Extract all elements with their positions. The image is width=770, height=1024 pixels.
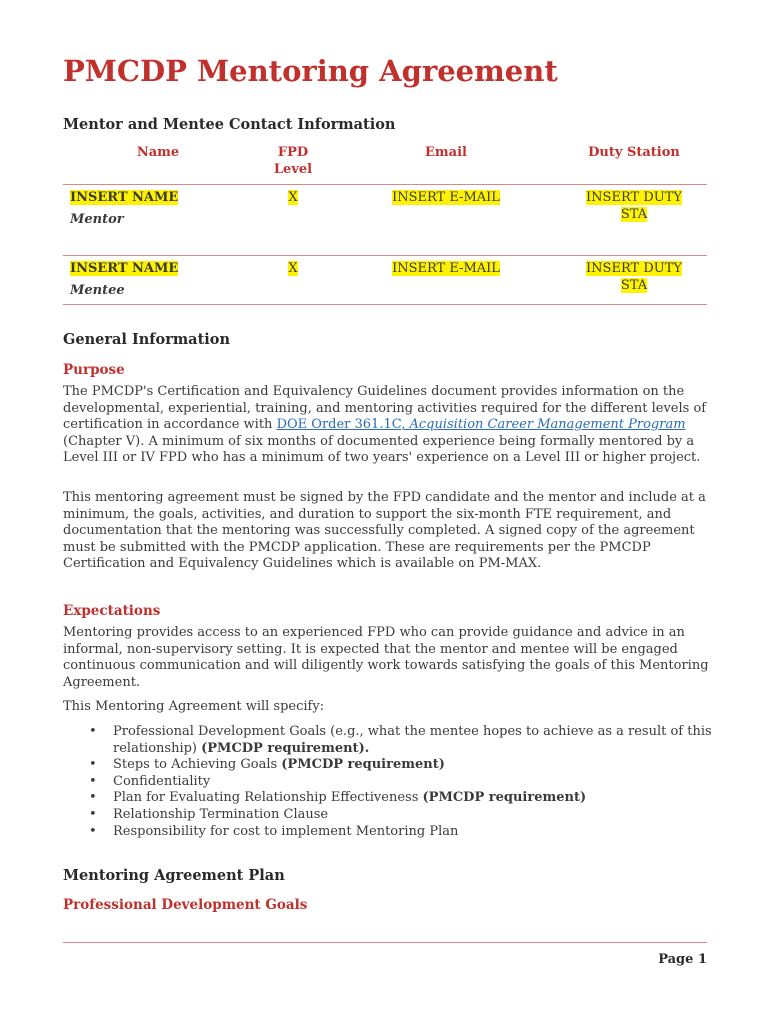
mentee-level-field[interactable]: X — [288, 261, 298, 276]
list-item — [63, 724, 713, 757]
doe-order-link-text: DOE Order 361.1C, — [276, 417, 410, 433]
mentee-email-field[interactable]: INSERT E-MAIL — [392, 261, 500, 276]
professional-goals-heading: Professional Development Goals — [63, 897, 308, 913]
table-row-rule — [63, 255, 707, 256]
expectations-heading: Expectations — [63, 603, 161, 619]
purpose-text-b: (Chapter V). A minimum of six months of documented experience being formally mentored by a Level III or IV FPD who has a minimum of two years' experience on a Level III or higher project. — [63, 433, 701, 466]
table-bottom-rule — [63, 304, 707, 305]
bullet-icon: • — [89, 757, 97, 773]
expectations-paragraph-2: This Mentoring Agreement will specify: — [63, 699, 325, 714]
bullet-icon: • — [89, 790, 97, 806]
list-item — [63, 790, 713, 807]
mentor-station-cell — [579, 189, 689, 223]
bullet-icon: • — [89, 773, 97, 789]
column-header-email: Email — [425, 145, 467, 160]
list-item — [63, 824, 713, 841]
doe-order-link[interactable] — [277, 417, 686, 432]
column-header-fpd-level: FPD Level — [273, 145, 313, 177]
list-item-text: Relationship Termination Clause — [113, 806, 329, 822]
list-item-text: Confidentiality — [113, 773, 211, 789]
mentee-level-cell — [268, 260, 318, 277]
doe-order-link-title: Acquisition Career Management Program — [409, 417, 686, 433]
list-item-requirement: (PMCDP requirement). — [201, 740, 370, 756]
mentor-email-cell — [381, 189, 511, 206]
purpose-heading: Purpose — [63, 362, 125, 378]
table-row-mentor — [63, 189, 707, 249]
table-header-rule — [63, 184, 707, 185]
list-item — [63, 757, 713, 774]
list-item-text: Steps to Achieving Goals — [113, 757, 282, 773]
mentor-email-field[interactable]: INSERT E-MAIL — [392, 190, 500, 205]
mentor-role-label: Mentor — [70, 212, 124, 227]
agreement-plan-heading: Mentoring Agreement Plan — [63, 867, 285, 884]
page-number: Page 1 — [658, 952, 707, 967]
mentor-level-field[interactable]: X — [288, 190, 298, 205]
column-header-name: Name — [136, 145, 180, 160]
mentee-station-field[interactable]: INSERT DUTY STA — [586, 261, 682, 293]
list-item-requirement: (PMCDP requirement) — [281, 757, 445, 773]
mentee-name-cell — [70, 260, 178, 299]
purpose-paragraph-1 — [63, 384, 713, 467]
mentor-station-field[interactable]: INSERT DUTY STA — [586, 190, 682, 222]
purpose-text-a: The PMCDP's Certification and Equivalency Guidelines document provides information on the developmental, experiential, training, and mentoring activities required for the different levels of certification in accordance with — [63, 384, 707, 433]
column-header-duty-station: Duty Station — [588, 145, 680, 160]
mentee-role-label: Mentee — [70, 283, 125, 298]
table-row-mentee — [63, 260, 707, 320]
bullet-icon: • — [89, 724, 97, 739]
list-item-text: Responsibility for cost to implement Mentoring Plan — [113, 823, 459, 839]
list-item-text: Plan for Evaluating Relationship Effectiveness — [113, 790, 423, 806]
mentee-station-cell — [579, 260, 689, 294]
expectations-paragraph-1: Mentoring provides access to an experienced FPD who can provide guidance and advice in an informal, non-supervisory setting. It is expected that the mentor and mentee will be engaged continuous communication and will diligently work towards satisfying the goals of this Mentoring Agreement. — [63, 625, 709, 690]
list-item-requirement: (PMCDP requirement) — [422, 790, 587, 806]
list-item — [63, 807, 713, 824]
bullet-icon: • — [89, 823, 97, 839]
specification-list — [63, 724, 713, 840]
mentee-name-field[interactable]: INSERT NAME — [70, 261, 179, 276]
mentor-level-cell — [268, 189, 318, 206]
mentor-name-field[interactable]: INSERT NAME — [70, 190, 179, 205]
footer-rule — [63, 942, 707, 943]
list-item-text: Professional Development Goals (e.g., what the mentee hopes to achieve as a result of this relationship) — [113, 724, 712, 756]
contact-section-heading: Mentor and Mentee Contact Information — [63, 116, 396, 133]
page-title: PMCDP Mentoring Agreement — [63, 54, 558, 88]
purpose-paragraph-2: This mentoring agreement must be signed by the FPD candidate and the mentor and include at a minimum, the goals, activities, and duration to support the six-month FTE requirement, and documentation that the mentoring was successfully completed. A signed copy of the agreement must be submitted with the PMCDP application. These are requirements per the PMCDP Certification and Equivalency Guidelines which is available on PM-MAX. — [63, 490, 706, 572]
mentee-email-cell — [381, 260, 511, 277]
bullet-icon: • — [89, 806, 97, 822]
contact-table-header — [63, 144, 707, 184]
list-item — [63, 774, 713, 791]
general-info-heading: General Information — [63, 331, 230, 348]
mentor-name-cell — [70, 189, 178, 228]
